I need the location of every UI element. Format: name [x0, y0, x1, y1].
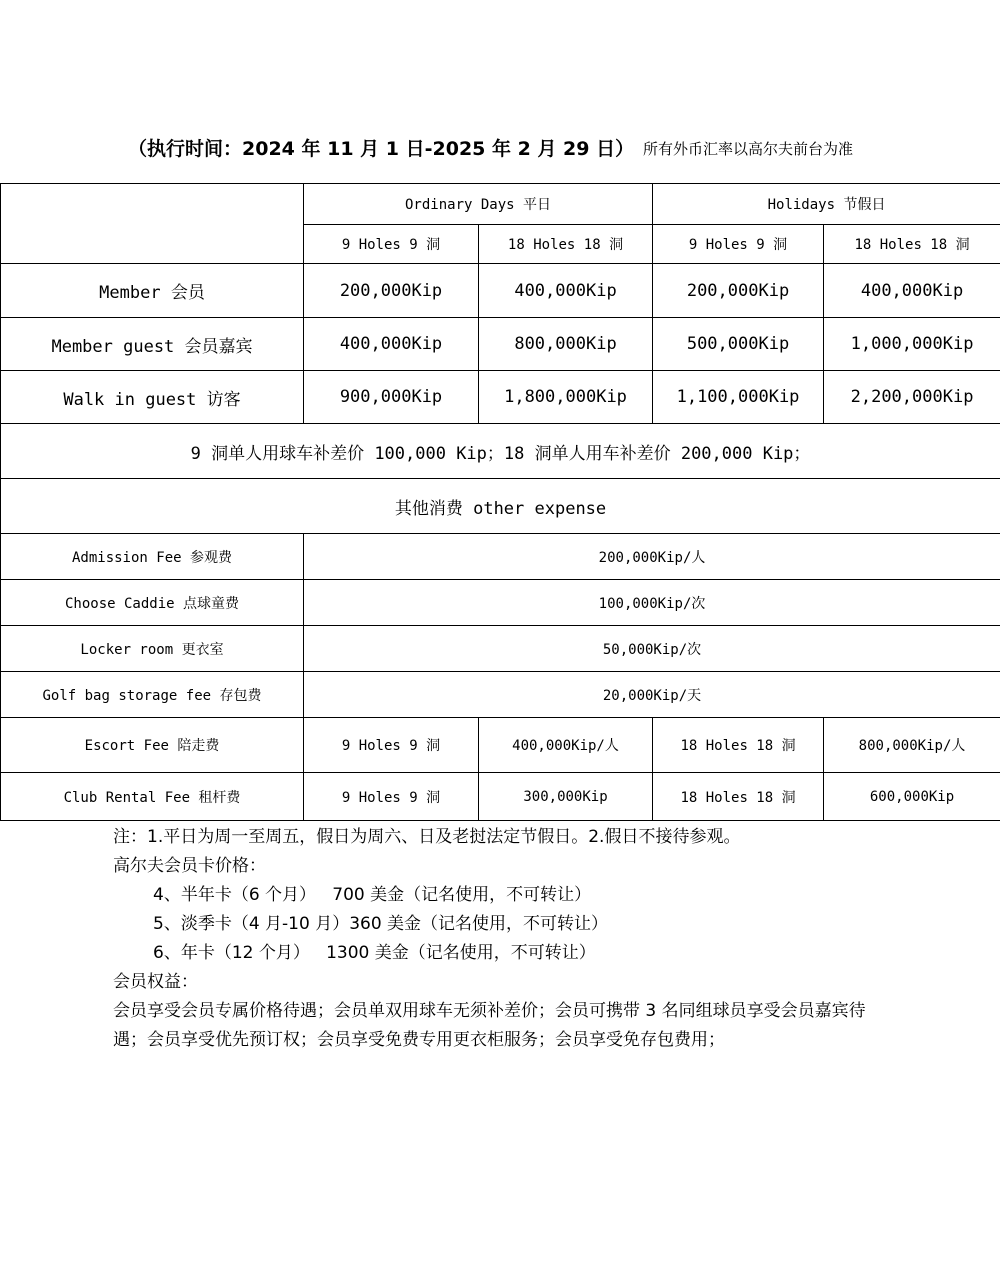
table-row — [1, 534, 1000, 580]
cart-surcharge-note: 9 洞单人用球车补差价 100,000 Kip；18 洞单人用车补差价 200,000 Kip； — [1, 424, 1000, 479]
price-cell: 200,000Kip — [653, 264, 824, 318]
price-cell: 200,000Kip — [304, 264, 479, 318]
price-cell: 900,000Kip — [304, 371, 479, 424]
row-label: Walk in guest 访客 — [1, 371, 304, 424]
expense-value: 20,000Kip/天 — [304, 672, 1000, 718]
table-row — [1, 773, 1000, 821]
expense-value: 100,000Kip/次 — [304, 580, 1000, 626]
expense-label: Locker room 更衣室 — [1, 626, 304, 672]
holidays-header: Holidays 节假日 — [653, 184, 1000, 225]
holes-label: 9 Holes 9 洞 — [304, 718, 479, 773]
price-cell: 500,000Kip — [653, 318, 824, 371]
notes-section — [113, 823, 893, 1055]
holiday-18-holes-header: 18 Holes 18 洞 — [824, 225, 1000, 264]
table-row — [1, 718, 1000, 773]
expense-value: 50,000Kip/次 — [304, 626, 1000, 672]
exchange-rate-note: 所有外币汇率以高尔夫前台为准 — [643, 140, 854, 158]
period-title: （执行时间：2024 年 11 月 1 日-2025 年 2 月 29 日） — [128, 138, 635, 160]
ordinary-9-holes-header: 9 Holes 9 洞 — [304, 225, 479, 264]
benefits-title: 会员权益： — [113, 972, 198, 992]
price-cell: 400,000Kip — [479, 264, 653, 318]
holiday-9-holes-header: 9 Holes 9 洞 — [653, 225, 824, 264]
expense-label: Golf bag storage fee 存包费 — [1, 672, 304, 718]
table-corner-cell — [1, 184, 304, 264]
expense-value: 800,000Kip/人 — [824, 718, 1000, 773]
expense-value: 400,000Kip/人 — [479, 718, 653, 773]
table-row — [1, 318, 1000, 371]
expense-value: 300,000Kip — [479, 773, 653, 821]
card-price-item: 4、半年卡（6 个月） 700 美金（记名使用，不可转让） — [153, 885, 592, 905]
table-row — [1, 626, 1000, 672]
price-cell: 800,000Kip — [479, 318, 653, 371]
holes-label: 18 Holes 18 洞 — [653, 718, 824, 773]
expense-label: Escort Fee 陪走费 — [1, 718, 304, 773]
expense-label: Choose Caddie 点球童费 — [1, 580, 304, 626]
card-price-item: 5、淡季卡（4 月-10 月）360 美金（记名使用，不可转让） — [153, 914, 609, 934]
other-expense-title: 其他消费 other expense — [1, 479, 1000, 534]
table-row — [1, 264, 1000, 318]
benefits-text: 会员享受会员专属价格待遇；会员单双用球车无须补差价；会员可携带 3 名同组球员享受会员嘉宾待遇；会员享受优先预订权；会员享受免费专用更衣柜服务；会员享受免存包费用； — [113, 1001, 866, 1050]
ordinary-18-holes-header: 18 Holes 18 洞 — [479, 225, 653, 264]
table-row — [1, 672, 1000, 718]
row-label: Member guest 会员嘉宾 — [1, 318, 304, 371]
expense-label: Admission Fee 参观费 — [1, 534, 304, 580]
table-row — [1, 371, 1000, 424]
expense-value: 600,000Kip — [824, 773, 1000, 821]
card-price-item: 6、年卡（12 个月） 1300 美金（记名使用，不可转让） — [153, 943, 596, 963]
green-fee-table — [0, 183, 1000, 821]
expense-label: Club Rental Fee 租杆费 — [1, 773, 304, 821]
expense-value: 200,000Kip/人 — [304, 534, 1000, 580]
membership-card-title: 高尔夫会员卡价格： — [113, 856, 266, 876]
ordinary-days-header: Ordinary Days 平日 — [304, 184, 653, 225]
price-cell: 400,000Kip — [824, 264, 1000, 318]
price-cell: 400,000Kip — [304, 318, 479, 371]
price-cell: 1,000,000Kip — [824, 318, 1000, 371]
remark-note: 注：1.平日为周一至周五，假日为周六、日及老挝法定节假日。2.假日不接待参观。 — [113, 827, 741, 847]
price-cell: 1,800,000Kip — [479, 371, 653, 424]
table-row — [1, 580, 1000, 626]
price-cell: 2,200,000Kip — [824, 371, 1000, 424]
price-cell: 1,100,000Kip — [653, 371, 824, 424]
row-label: Member 会员 — [1, 264, 304, 318]
holes-label: 9 Holes 9 洞 — [304, 773, 479, 821]
holes-label: 18 Holes 18 洞 — [653, 773, 824, 821]
